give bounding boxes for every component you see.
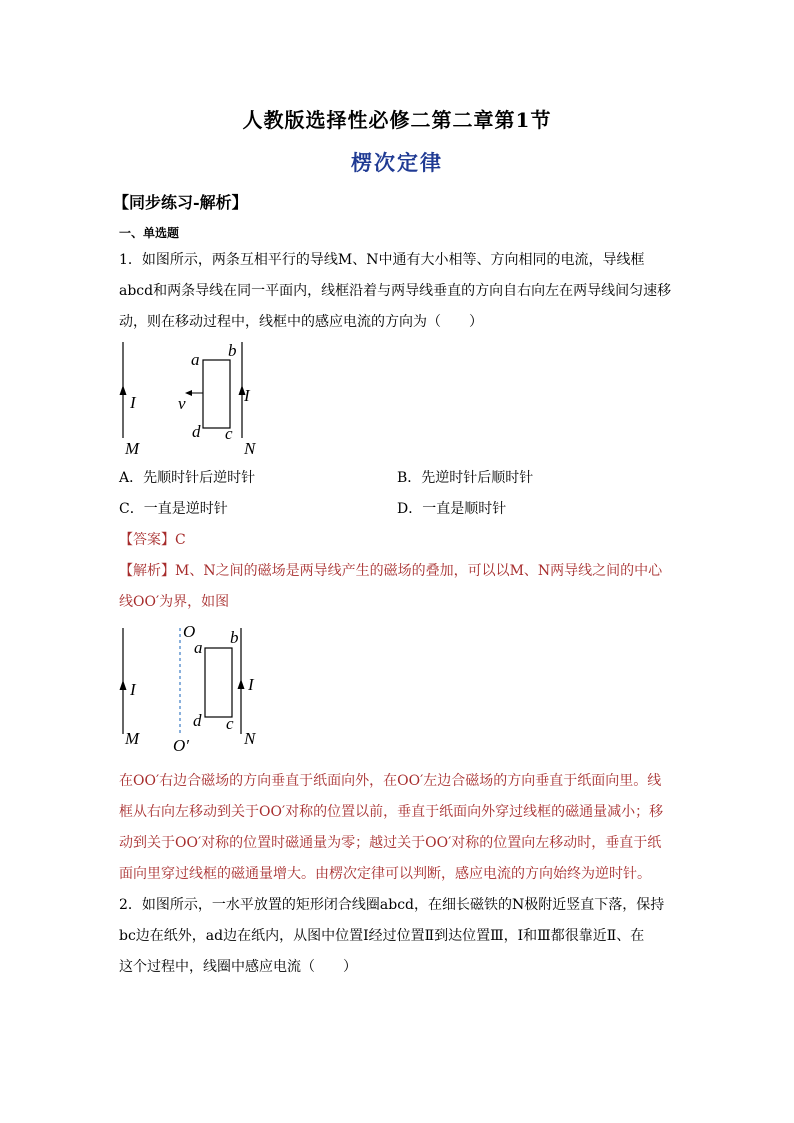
q1-figure xyxy=(110,338,280,463)
label-o: O xyxy=(183,622,196,641)
current-arrow-m xyxy=(120,385,127,395)
page-subtitle: 楞次定律 xyxy=(351,150,443,175)
label-a: a xyxy=(191,350,200,369)
label-i-left: I xyxy=(130,680,136,699)
label-d: d xyxy=(193,711,202,730)
label-i-right: I xyxy=(244,386,250,405)
current-arrow-m xyxy=(120,680,127,690)
label-m: M xyxy=(125,439,140,458)
label-v: v xyxy=(178,394,186,413)
q1-text-line1: 1．如图所示，两条互相平行的导线M、N中通有大小相等、方向相同的电流，导线框 xyxy=(119,252,645,268)
analysis-label: 【解析】 xyxy=(119,563,175,579)
explain-line2: 框从右向左移动到关于OO′对称的位置以前，垂直于纸面向外穿过线框的磁通量减小；移 xyxy=(119,804,664,820)
label-c: c xyxy=(225,424,233,443)
label-d: d xyxy=(192,422,201,441)
label-a: a xyxy=(194,638,203,657)
analysis-line1 xyxy=(119,560,662,580)
section-heading: 【同步练习-解析】 xyxy=(113,193,248,212)
question-category: 一、单选题 xyxy=(119,226,180,240)
label-n: N xyxy=(244,729,256,748)
label-o-prime: O′ xyxy=(173,736,189,755)
option-a: A．先顺时针后逆时针 xyxy=(119,470,256,486)
wire-frame-abcd xyxy=(205,648,232,717)
option-c: C．一直是逆时针 xyxy=(119,501,228,517)
analysis-line2: 线OO′为界，如图 xyxy=(119,594,230,610)
answer-label: 【答案】 xyxy=(119,532,175,548)
analysis-text1: M、N之间的磁场是两导线产生的磁场的叠加，可以以M、N两导线之间的中心 xyxy=(175,563,663,579)
explain-line4: 面向里穿过线框的磁通量增大。由楞次定律可以判断，感应电流的方向始终为逆时针。 xyxy=(119,866,651,882)
q1-text-line3: 动，则在移动过程中，线框中的感应电流的方向为（ ） xyxy=(119,314,483,330)
wire-frame-abcd xyxy=(203,360,230,428)
explain-line1: 在OO′右边合磁场的方向垂直于纸面向外，在OO′左边合磁场的方向垂直于纸面向里。线 xyxy=(119,773,662,789)
velocity-arrowhead xyxy=(185,390,192,396)
option-b: B．先逆时针后顺时针 xyxy=(397,470,534,486)
q2-text-line2: bc边在纸外，ad边在纸内，从图中位置Ⅰ经过位置Ⅱ到达位置Ⅲ，Ⅰ和Ⅲ都很靠近Ⅱ、在 xyxy=(119,928,645,944)
option-d: D．一直是顺时针 xyxy=(397,501,507,517)
page-title: 人教版选择性必修二第二章第1节 xyxy=(242,108,552,132)
q2-text-line3: 这个过程中，线圈中感应电流（ ） xyxy=(119,959,357,975)
answer-line xyxy=(119,529,186,549)
q1-text-line2: abcd和两条导线在同一平面内，线框沿着与两导线垂直的方向自右向左在两导线间匀速移 xyxy=(119,283,672,299)
label-c: c xyxy=(226,714,234,733)
current-arrow-n xyxy=(238,679,245,689)
q1-analysis-figure xyxy=(110,620,280,755)
label-b: b xyxy=(228,341,237,360)
label-i-right: I xyxy=(248,675,254,694)
label-b: b xyxy=(230,628,239,647)
label-i-left: I xyxy=(130,393,136,412)
label-m: M xyxy=(125,729,140,748)
explain-line3: 动到关于OO′对称的位置时磁通量为零；越过关于OO′对称的位置向左移动时，垂直于纸 xyxy=(119,835,662,851)
label-n: N xyxy=(244,439,256,458)
q2-text-line1: 2．如图所示，一水平放置的矩形闭合线圈abcd，在细长磁铁的N极附近竖直下落，保持 xyxy=(119,897,665,913)
answer-value: C xyxy=(175,532,186,548)
